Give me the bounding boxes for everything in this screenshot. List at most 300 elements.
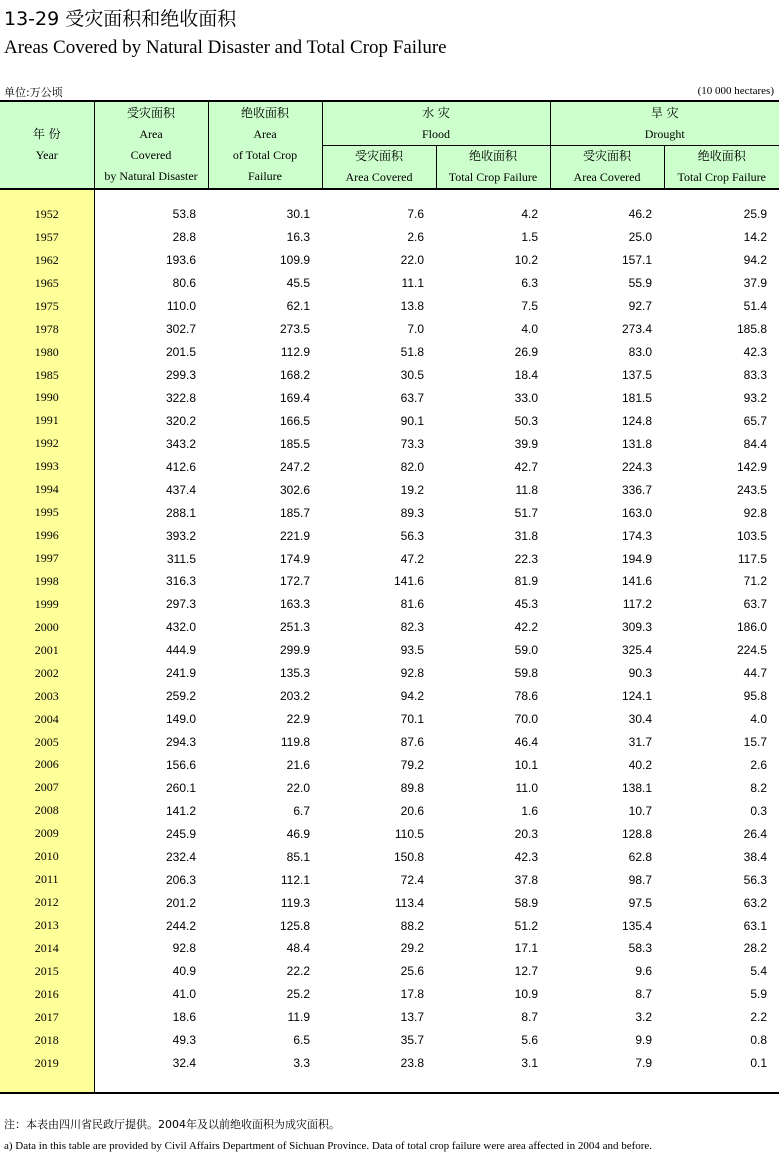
crop-failure-header-cn: 绝收面积 [240, 106, 289, 120]
flood-area-cell: 35.7 [400, 1033, 424, 1048]
area-covered-cell: 322.8 [165, 390, 196, 405]
area-covered-cell: 320.2 [165, 413, 196, 428]
flood-failure-cell: 26.9 [514, 345, 539, 360]
flood-area-cell: 90.1 [400, 413, 424, 428]
drought-failure-cell: 117.5 [737, 551, 768, 566]
year-cell: 1997 [0, 547, 94, 570]
flood-area-cell: 25.6 [400, 964, 424, 979]
flood-area-cell: 11.1 [401, 276, 424, 291]
year-cell: 2004 [0, 708, 94, 731]
crop-failure-cell: 62.1 [286, 299, 310, 314]
crop-failure-cell: 6.5 [293, 1033, 310, 1048]
crop-failure-cell: 135.3 [279, 666, 310, 681]
flood-failure-cell: 51.2 [514, 918, 539, 933]
area-covered-cell: 40.9 [172, 964, 196, 979]
area-covered-cell: 241.9 [165, 666, 196, 681]
year-cell: 1995 [0, 501, 94, 524]
table-row [0, 708, 779, 731]
crop-failure-cell: 22.0 [286, 780, 310, 795]
flood-area-cell: 19.2 [400, 482, 424, 497]
flood-area-cell: 63.7 [400, 390, 424, 405]
crop-failure-cell: 169.4 [279, 390, 310, 405]
year-cell: 2018 [0, 1029, 94, 1052]
drought-failure-cell: 38.4 [743, 849, 768, 864]
flood-failure-cell: 22.3 [514, 551, 539, 566]
flood-failure-cell: 8.7 [521, 1010, 539, 1025]
area-covered-cell: 18.6 [172, 1010, 196, 1025]
flood-area-cell: 73.3 [400, 436, 424, 451]
drought-failure-cell: 63.7 [743, 597, 768, 612]
flood-failure-cell: 70.0 [514, 712, 539, 727]
flood-area-cell: 93.5 [400, 643, 424, 658]
drought-failure-cell: 186.0 [736, 620, 768, 635]
drought-area-cell: 124.1 [621, 689, 653, 704]
drought-area-cell: 141.6 [621, 574, 653, 589]
crop-failure-cell: 185.7 [279, 505, 310, 520]
drought-area-cell: 124.8 [621, 413, 653, 428]
flood-area-cell: 89.8 [400, 780, 424, 795]
area-covered-cell: 412.6 [165, 459, 196, 474]
flood-area-cell: 51.8 [400, 345, 424, 360]
table-row [0, 845, 779, 868]
flood-header-cn: 水 灾 [422, 105, 450, 120]
area-covered-cell: 316.3 [165, 574, 196, 589]
footnote-cn: 注：本表由四川省民政厅提供。2004年及以前绝收面积为成灾面积。 [4, 1118, 340, 1131]
area-covered-cell: 201.2 [165, 895, 196, 910]
area-covered-cell: 259.2 [165, 689, 196, 704]
area-covered-cell: 444.9 [165, 643, 196, 658]
crop-failure-cell: 203.2 [279, 689, 310, 704]
spacer-cell [208, 189, 322, 203]
year-cell: 2016 [0, 983, 94, 1006]
year-cell: 1975 [0, 295, 94, 318]
drought-failure-cell: 51.4 [743, 299, 768, 314]
flood-area-covered-header [322, 146, 436, 190]
flood-area-cell: 70.1 [400, 712, 424, 727]
flood-crop-failure-header [436, 146, 550, 190]
crop-failure-cell: 46.9 [286, 826, 310, 841]
flood-area-cell: 29.2 [400, 941, 424, 956]
drought-header-en: Drought [644, 126, 685, 141]
drought-failure-cell: 56.3 [743, 872, 768, 887]
drought-area-cell: 138.1 [621, 780, 653, 795]
crop-failure-cell: 168.2 [279, 368, 310, 383]
drought-area-cell: 30.4 [628, 712, 653, 727]
drought-failure-cell: 8.2 [750, 780, 768, 795]
drought-failure-cell: 0.1 [750, 1056, 768, 1071]
year-cell: 1962 [0, 249, 94, 272]
drought-failure-cell: 95.8 [743, 689, 768, 704]
flood-failure-cell: 1.6 [521, 803, 539, 818]
area-covered-cell: 297.3 [165, 597, 196, 612]
drought-area-cell: 8.7 [635, 987, 653, 1002]
year-cell: 2002 [0, 662, 94, 685]
flood-area-cell: 92.8 [400, 666, 424, 681]
year-cell: 1965 [0, 272, 94, 295]
year-cell: 2007 [0, 776, 94, 799]
year-cell: 2017 [0, 1006, 94, 1029]
table-row [0, 937, 779, 960]
flood-group-header [322, 101, 550, 146]
area-covered-cell: 49.3 [172, 1033, 196, 1048]
drought-failure-cell: 42.3 [743, 345, 768, 360]
drought-area-cell: 58.3 [628, 941, 653, 956]
year-cell: 1957 [0, 226, 94, 249]
crop-failure-header-en1: Area [253, 127, 277, 141]
table-body [0, 189, 779, 1093]
table-row [0, 914, 779, 937]
area-covered-cell: 311.5 [166, 551, 196, 566]
drought-failure-cell: 4.0 [750, 712, 768, 727]
drought-area-cell: 9.9 [635, 1033, 653, 1048]
flood-failure-cell: 59.8 [514, 666, 539, 681]
area-covered-cell: 288.1 [165, 505, 196, 520]
area-covered-cell: 299.3 [165, 368, 196, 383]
flood-area-cell: 72.4 [400, 872, 424, 887]
flood-area-cell: 94.2 [400, 689, 424, 704]
spacer-cell [322, 1075, 436, 1093]
area-covered-cell: 302.7 [165, 322, 196, 337]
area-covered-cell: 141.2 [165, 803, 196, 818]
crop-failure-cell: 302.6 [279, 482, 310, 497]
crop-failure-cell: 174.9 [279, 551, 310, 566]
year-cell: 1998 [0, 570, 94, 593]
crop-failure-cell: 30.1 [286, 207, 310, 222]
drought-failure-cell: 26.4 [743, 826, 768, 841]
drought-area-cell: 336.7 [621, 482, 653, 497]
flood-failure-cell: 1.5 [521, 230, 539, 245]
flood-failure-cell: 7.5 [521, 299, 539, 314]
flood-area-cell: 110.5 [394, 826, 424, 841]
flood-failure-cell: 46.4 [514, 735, 539, 750]
drought-fail-header-cn: 绝收面积 [697, 149, 746, 163]
drought-failure-cell: 103.5 [736, 528, 768, 543]
table-row [0, 409, 779, 432]
drought-area-cell: 92.7 [628, 299, 653, 314]
area-covered-cell: 80.6 [172, 276, 196, 291]
flood-failure-cell: 58.9 [514, 895, 539, 910]
flood-area-cell: 2.6 [407, 230, 424, 245]
crop-failure-header-en3: Failure [248, 169, 282, 183]
table-row [0, 960, 779, 983]
drought-area-cell: 181.5 [621, 390, 653, 405]
drought-area-cell: 163.0 [621, 505, 653, 520]
crop-failure-cell: 25.2 [286, 987, 310, 1002]
flood-failure-cell: 37.8 [514, 872, 539, 887]
drought-area-cell: 309.3 [621, 620, 653, 635]
area-covered-cell: 343.2 [165, 436, 196, 451]
table-row [0, 891, 779, 914]
year-cell: 1952 [0, 203, 94, 226]
flood-area-cell: 56.3 [400, 528, 424, 543]
flood-failure-cell: 10.9 [514, 987, 539, 1002]
flood-failure-cell: 78.6 [514, 689, 539, 704]
flood-area-cell: 17.8 [400, 987, 424, 1002]
drought-area-cell: 98.7 [628, 872, 653, 887]
flood-failure-cell: 17.1 [514, 941, 539, 956]
flood-failure-cell: 5.6 [521, 1033, 539, 1048]
area-covered-cell: 393.2 [165, 528, 196, 543]
area-covered-cell: 193.6 [165, 253, 196, 268]
drought-area-cell: 25.0 [628, 230, 653, 245]
table-row [0, 868, 779, 891]
flood-fail-header-en: Total Crop Failure [448, 170, 538, 184]
drought-failure-cell: 93.2 [743, 390, 768, 405]
flood-area-cell: 88.2 [400, 918, 424, 933]
year-cell: 2014 [0, 937, 94, 960]
year-cell: 1985 [0, 364, 94, 387]
table-row [0, 203, 779, 226]
year-cell: 2009 [0, 822, 94, 845]
flood-area-cell: 47.2 [400, 551, 424, 566]
spacer-cell [436, 189, 550, 203]
spacer-cell [322, 189, 436, 203]
drought-failure-cell: 37.9 [743, 276, 768, 291]
flood-failure-cell: 11.8 [515, 482, 539, 497]
drought-area-cell: 9.6 [635, 964, 653, 979]
table-row [0, 455, 779, 478]
table-row [0, 616, 779, 639]
drought-failure-cell: 185.8 [736, 322, 768, 337]
table-row [0, 432, 779, 455]
drought-failure-cell: 224.5 [736, 643, 768, 658]
drought-failure-cell: 71.2 [743, 574, 768, 589]
area-covered-cell: 245.9 [165, 826, 196, 841]
footnote-en: a) Data in this table are provided by Civil Affairs Department of Sichuan Province. Data of total crop failure were area affected in 2004 and before. [4, 1140, 653, 1152]
year-cell: 2015 [0, 960, 94, 983]
flood-failure-cell: 59.0 [514, 643, 539, 658]
year-cell: 2005 [0, 731, 94, 754]
drought-area-cell: 273.4 [621, 322, 653, 337]
crop-failure-cell: 6.7 [293, 803, 310, 818]
flood-failure-cell: 81.9 [514, 574, 539, 589]
flood-area-cell: 30.5 [400, 368, 424, 383]
drought-area-cell: 10.7 [628, 803, 653, 818]
flood-area-cell: 13.7 [400, 1010, 424, 1025]
flood-area-cell: 89.3 [400, 505, 424, 520]
drought-failure-cell: 2.2 [750, 1010, 768, 1025]
flood-area-header-en: Area Covered [345, 170, 413, 184]
table-row [0, 983, 779, 1006]
drought-group-header [550, 101, 779, 146]
flood-failure-cell: 12.7 [514, 964, 539, 979]
table-row [0, 1006, 779, 1029]
crop-failure-column-header [208, 101, 322, 189]
area-covered-header-en3: by Natural Disaster [104, 169, 198, 183]
drought-area-cell: 31.7 [628, 735, 653, 750]
year-cell: 1999 [0, 593, 94, 616]
crop-failure-cell: 299.9 [279, 643, 310, 658]
crop-failure-cell: 166.5 [279, 413, 310, 428]
area-covered-cell: 41.0 [172, 987, 196, 1002]
crop-failure-cell: 221.9 [279, 528, 310, 543]
crop-failure-header-en2: of Total Crop [232, 148, 298, 162]
table-row [0, 731, 779, 754]
year-cell: 1990 [0, 387, 94, 410]
drought-area-header-en: Area Covered [573, 170, 641, 184]
disaster-table [0, 100, 779, 1094]
flood-area-cell: 113.4 [394, 895, 424, 910]
drought-area-cell: 117.2 [622, 597, 653, 612]
area-covered-cell: 149.0 [165, 712, 196, 727]
flood-area-cell: 82.0 [400, 459, 424, 474]
flood-failure-cell: 33.0 [514, 390, 539, 405]
drought-failure-cell: 94.2 [743, 253, 768, 268]
crop-failure-cell: 21.6 [286, 757, 310, 772]
drought-area-cell: 131.8 [621, 436, 653, 451]
crop-failure-cell: 172.7 [279, 574, 310, 589]
crop-failure-cell: 16.3 [286, 230, 310, 245]
drought-area-cell: 325.4 [621, 643, 653, 658]
crop-failure-cell: 185.5 [279, 436, 310, 451]
flood-failure-cell: 42.7 [514, 459, 539, 474]
area-covered-cell: 32.4 [172, 1056, 196, 1071]
year-cell: 2010 [0, 845, 94, 868]
flood-failure-cell: 11.0 [515, 780, 539, 795]
drought-area-cell: 62.8 [628, 849, 653, 864]
year-header-en: Year [35, 148, 58, 162]
drought-area-cell: 224.3 [621, 459, 653, 474]
page-title-en: Areas Covered by Natural Disaster and Total Crop Failure [4, 37, 447, 58]
area-covered-cell: 110.0 [166, 299, 196, 314]
year-cell: 2006 [0, 754, 94, 777]
area-covered-header-en2: Covered [130, 148, 172, 162]
drought-failure-cell: 83.3 [743, 368, 768, 383]
flood-area-cell: 23.8 [400, 1056, 424, 1071]
drought-failure-cell: 84.4 [743, 436, 768, 451]
table-row [0, 387, 779, 410]
area-covered-cell: 53.8 [172, 207, 196, 222]
crop-failure-cell: 273.5 [279, 322, 310, 337]
drought-area-cell: 135.4 [621, 918, 653, 933]
flood-area-cell: 20.6 [400, 803, 424, 818]
year-header-cn: 年 份 [32, 127, 61, 141]
area-covered-cell: 92.8 [172, 941, 196, 956]
unit-label-en: (10 000 hectares) [697, 85, 774, 97]
drought-area-cell: 83.0 [628, 345, 653, 360]
table-row [0, 685, 779, 708]
year-cell: 1992 [0, 432, 94, 455]
drought-failure-cell: 65.7 [743, 413, 768, 428]
crop-failure-cell: 22.9 [286, 712, 310, 727]
area-covered-header-cn: 受灾面积 [126, 106, 175, 120]
crop-failure-cell: 85.1 [286, 849, 310, 864]
page-title-cn: 13-29 受灾面积和绝收面积 [4, 8, 237, 30]
spacer-cell [94, 189, 208, 203]
flood-area-header-cn: 受灾面积 [354, 149, 403, 163]
drought-failure-cell: 2.6 [750, 757, 768, 772]
drought-area-header-cn: 受灾面积 [583, 149, 632, 163]
crop-failure-cell: 11.9 [287, 1010, 310, 1025]
table-row [0, 570, 779, 593]
crop-failure-cell: 112.1 [280, 872, 310, 887]
drought-failure-cell: 28.2 [743, 941, 768, 956]
flood-failure-cell: 20.3 [514, 826, 539, 841]
drought-area-cell: 137.5 [621, 368, 653, 383]
year-cell: 1978 [0, 318, 94, 341]
year-cell: 2012 [0, 891, 94, 914]
flood-area-cell: 7.6 [407, 207, 424, 222]
drought-area-cell: 128.8 [621, 826, 653, 841]
drought-failure-cell: 15.7 [743, 735, 768, 750]
spacer-cell [664, 189, 779, 203]
drought-failure-cell: 14.2 [743, 230, 768, 245]
crop-failure-cell: 251.3 [279, 620, 310, 635]
spacer-cell [436, 1075, 550, 1093]
flood-area-cell: 7.0 [407, 322, 424, 337]
drought-area-cell: 157.1 [621, 253, 653, 268]
drought-failure-cell: 0.8 [750, 1033, 768, 1048]
flood-failure-cell: 10.2 [514, 253, 539, 268]
table-header [0, 101, 779, 189]
drought-area-cell: 194.9 [621, 551, 653, 566]
year-cell: 2008 [0, 799, 94, 822]
drought-failure-cell: 44.7 [743, 666, 768, 681]
table-row [0, 272, 779, 295]
drought-failure-cell: 0.3 [750, 803, 768, 818]
flood-failure-cell: 42.3 [514, 849, 539, 864]
drought-failure-cell: 63.1 [743, 918, 768, 933]
year-cell: 2003 [0, 685, 94, 708]
drought-failure-cell: 5.4 [750, 964, 768, 979]
flood-failure-cell: 6.3 [521, 276, 539, 291]
table-row [0, 662, 779, 685]
flood-failure-cell: 51.7 [514, 505, 539, 520]
drought-failure-cell: 142.9 [736, 459, 768, 474]
table-row [0, 799, 779, 822]
area-covered-cell: 260.1 [165, 780, 196, 795]
drought-fail-header-en: Total Crop Failure [677, 170, 766, 184]
crop-failure-cell: 119.8 [280, 735, 310, 750]
area-covered-cell: 201.5 [165, 345, 196, 360]
flood-failure-cell: 50.3 [514, 413, 539, 428]
drought-area-cell: 46.2 [628, 207, 653, 222]
spacer-cell [0, 1075, 94, 1093]
drought-area-cell: 55.9 [628, 276, 653, 291]
flood-area-cell: 22.0 [400, 253, 424, 268]
flood-area-cell: 87.6 [400, 735, 424, 750]
table-row [0, 295, 779, 318]
drought-failure-cell: 25.9 [743, 207, 768, 222]
drought-failure-cell: 243.5 [736, 482, 768, 497]
year-cell: 1991 [0, 409, 94, 432]
drought-area-cell: 3.2 [635, 1010, 653, 1025]
area-covered-header-en1: Area [139, 127, 163, 141]
crop-failure-cell: 45.5 [286, 276, 310, 291]
table-row [0, 501, 779, 524]
flood-failure-cell: 10.1 [514, 757, 539, 772]
crop-failure-cell: 119.3 [280, 895, 310, 910]
area-covered-cell: 156.6 [165, 757, 196, 772]
flood-area-cell: 150.8 [393, 849, 424, 864]
drought-failure-cell: 63.2 [743, 895, 768, 910]
flood-failure-cell: 39.9 [514, 436, 539, 451]
flood-failure-cell: 42.2 [514, 620, 539, 635]
table-row [0, 226, 779, 249]
crop-failure-cell: 22.2 [286, 964, 310, 979]
flood-header-en: Flood [422, 126, 451, 141]
unit-label-cn: 单位:万公顷 [4, 86, 63, 99]
spacer-cell [664, 1075, 779, 1093]
drought-crop-failure-header [664, 146, 779, 190]
year-cell: 2000 [0, 616, 94, 639]
spacer-cell [550, 1075, 664, 1093]
table-row [0, 249, 779, 272]
drought-area-cell: 90.3 [628, 666, 653, 681]
area-covered-cell: 232.4 [165, 849, 196, 864]
crop-failure-cell: 163.3 [279, 597, 310, 612]
drought-area-cell: 97.5 [628, 895, 653, 910]
